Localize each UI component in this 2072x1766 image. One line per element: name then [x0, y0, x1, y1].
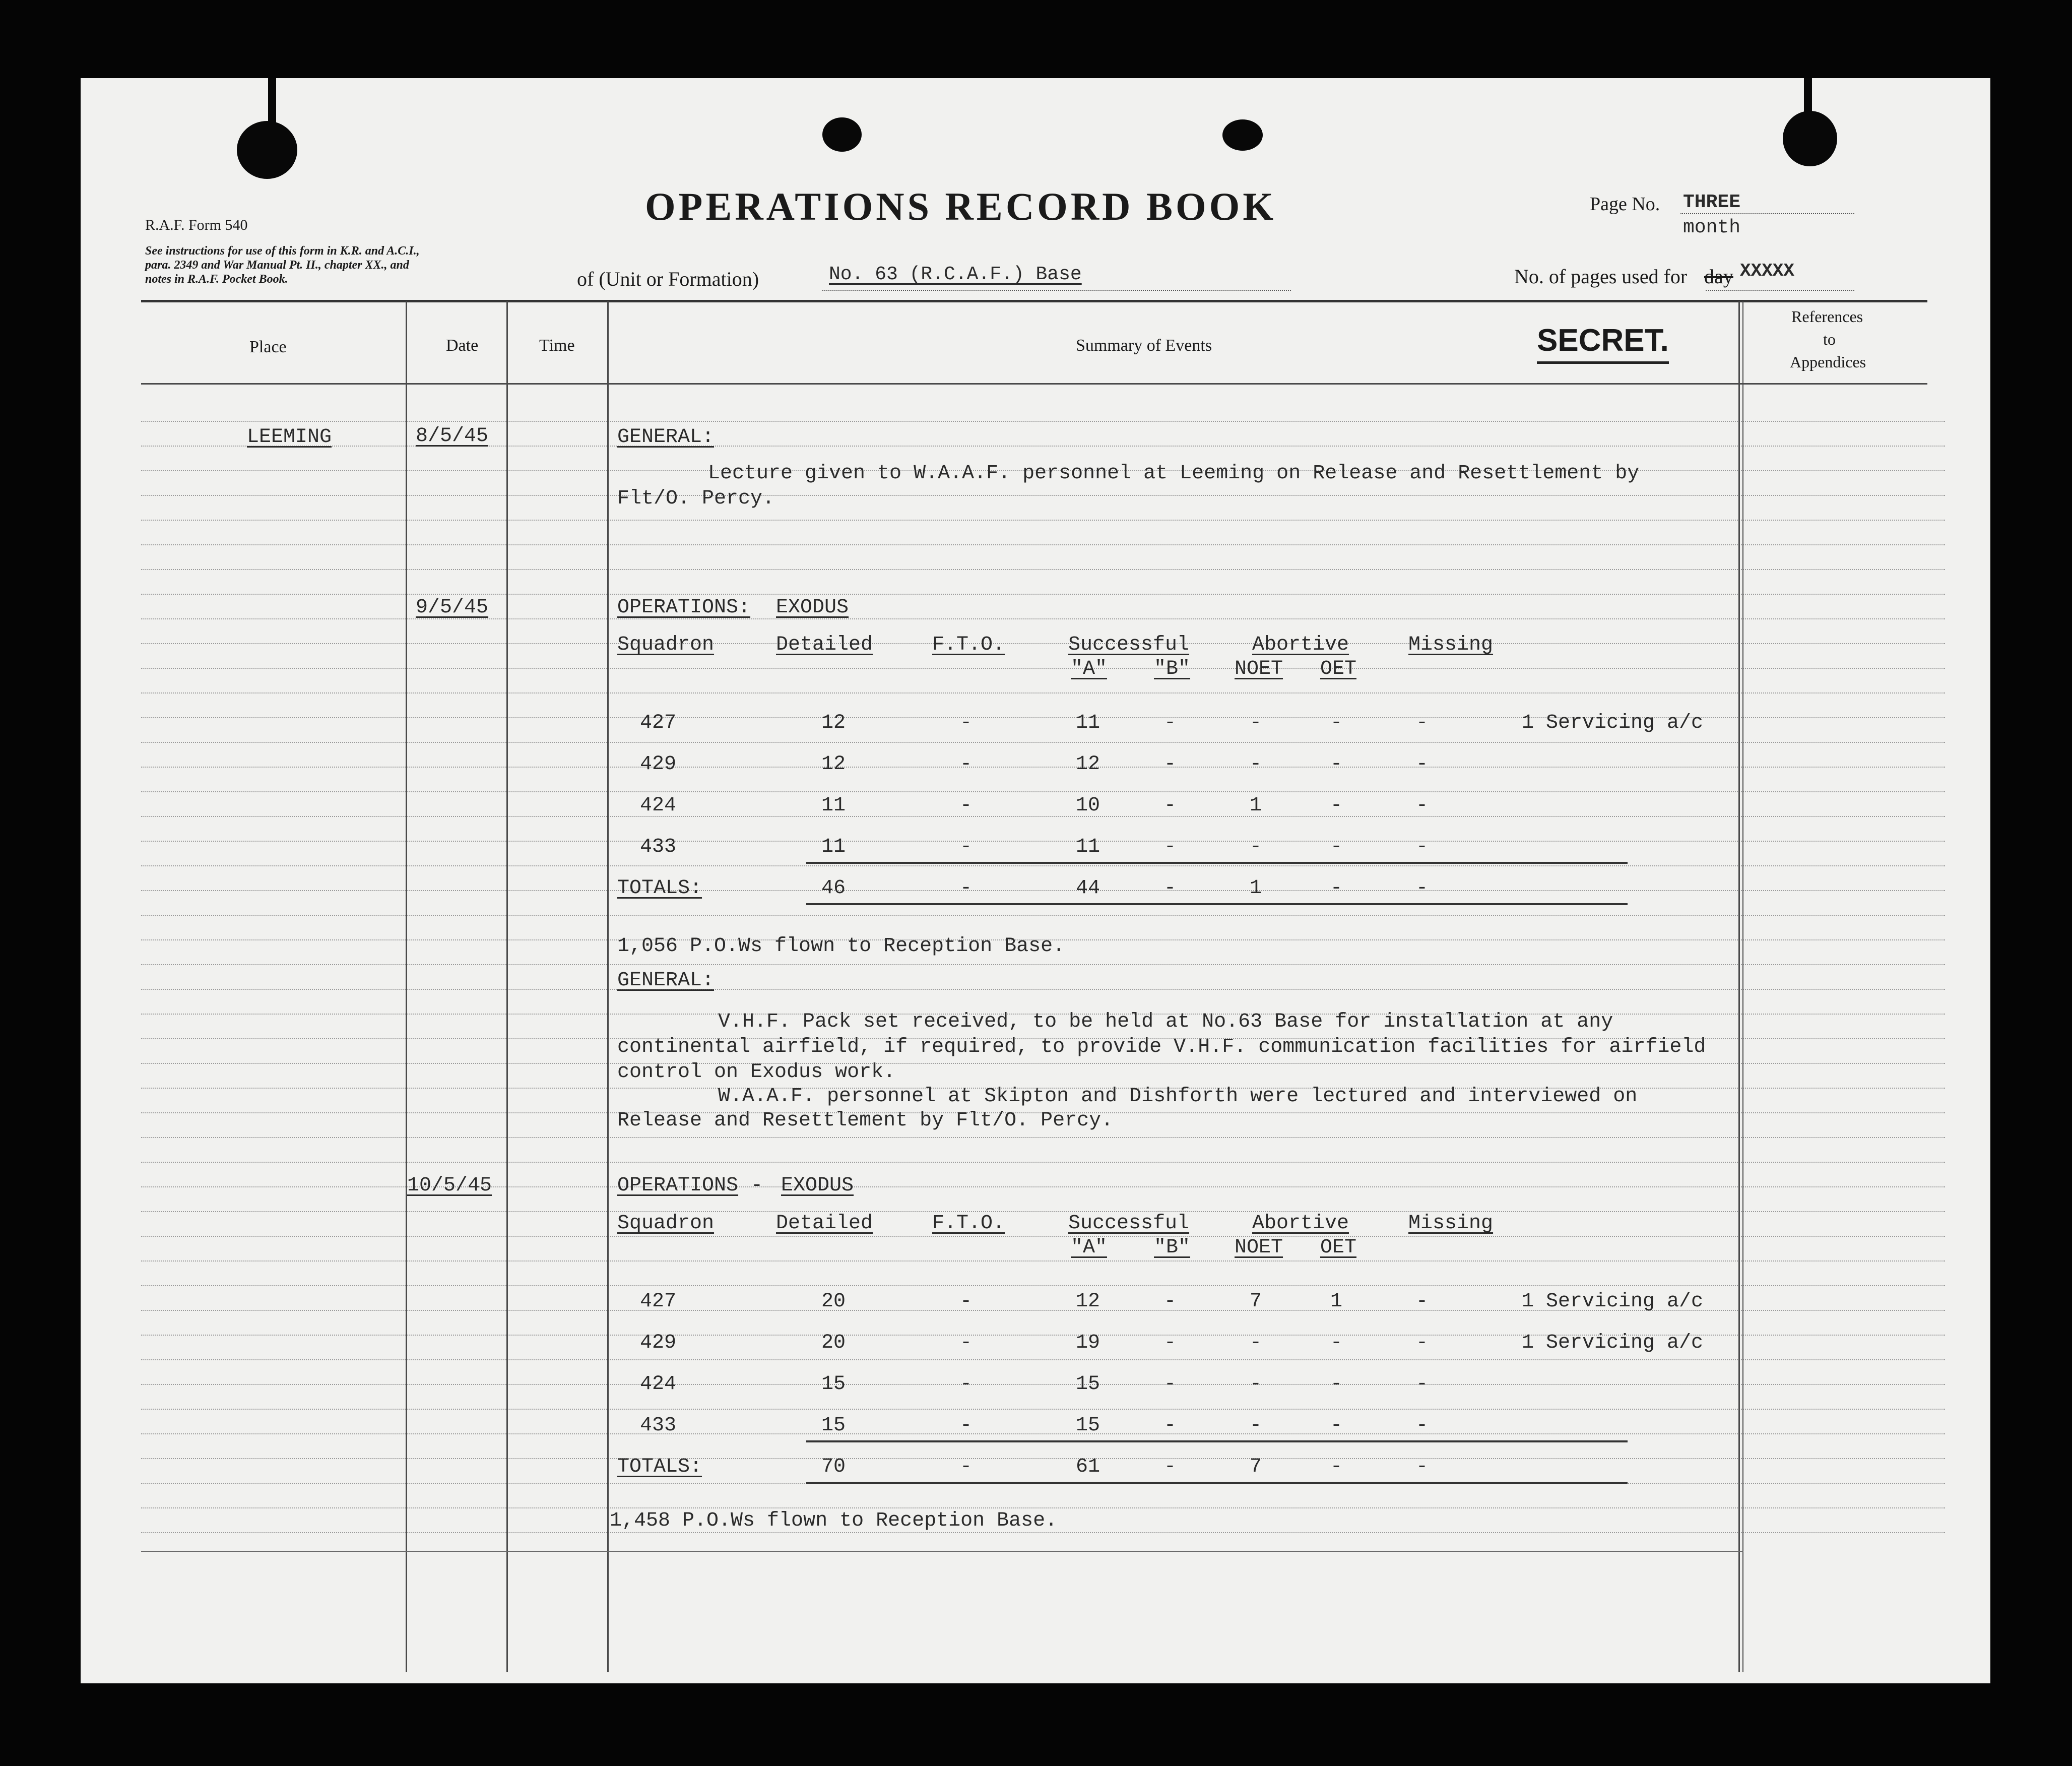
ruled-line	[141, 520, 1945, 521]
table-cell-successful-a: 11	[1076, 836, 1100, 858]
ruled-line	[141, 865, 1945, 866]
column-header-b: "B"	[1154, 658, 1191, 680]
table-cell-abortive-noet: -	[1250, 1414, 1262, 1437]
ruled-line	[141, 816, 1945, 817]
table-cell-missing: -	[1416, 794, 1429, 817]
totals-detailed: 46	[821, 877, 846, 900]
column-header-squadron: Squadron	[617, 634, 715, 656]
page-no-value: THREE	[1683, 192, 1741, 213]
table-cell-squadron: 424	[640, 1373, 677, 1396]
table-cell-squadron: 427	[640, 712, 677, 734]
table-cell-successful-b: -	[1164, 1414, 1177, 1437]
totals-detailed: 70	[821, 1456, 846, 1478]
pages-used-struck: day	[1704, 265, 1733, 288]
binder-slot-right	[1804, 78, 1812, 116]
table-cell-successful-a: 10	[1076, 794, 1100, 817]
form-number: R.A.F. Form 540	[145, 217, 248, 233]
ruled-line	[141, 841, 1945, 842]
totals-fto: -	[960, 877, 973, 900]
table-cell-abortive-oet: -	[1330, 712, 1343, 734]
ruled-line	[141, 495, 1945, 496]
table-cell-fto: -	[960, 1290, 973, 1313]
totals-label: TOTALS:	[617, 1456, 702, 1478]
ruled-line	[141, 1384, 1945, 1385]
totals-rule	[806, 862, 1628, 864]
table-cell-missing: -	[1416, 712, 1429, 734]
totals-successful-b: -	[1164, 877, 1177, 900]
ruled-line	[141, 1236, 1945, 1237]
ruled-line	[141, 1409, 1945, 1410]
totals-abortive-oet: -	[1330, 877, 1343, 900]
column-divider-time	[607, 301, 609, 1672]
column-header-oet: OET	[1320, 658, 1357, 680]
form-instructions-line-2: para. 2349 and War Manual Pt. II., chapter XX., and	[145, 259, 409, 272]
table-cell-abortive-oet: -	[1330, 1414, 1343, 1437]
punch-hole-2	[1222, 119, 1263, 151]
ruled-line	[141, 1507, 1945, 1508]
table-cell-fto: -	[960, 794, 973, 817]
table-cell-successful-a: 15	[1076, 1373, 1100, 1396]
ops-heading-2: OPERATIONS	[617, 1174, 739, 1197]
column-header-successful: Successful	[1068, 1212, 1190, 1235]
column-header-time: Time	[539, 336, 575, 355]
table-cell-abortive-noet: -	[1250, 836, 1262, 858]
column-header-oet: OET	[1320, 1236, 1357, 1259]
ops-heading-2-dash: -	[751, 1174, 763, 1197]
unit-label: of (Unit or Formation)	[577, 268, 759, 290]
column-divider-date	[506, 301, 508, 1672]
table-cell-detailed: 12	[821, 712, 846, 734]
table-cell-note: 1 Servicing a/c	[1522, 712, 1704, 734]
table-cell-successful-b: -	[1164, 1332, 1177, 1354]
table-cell-fto: -	[960, 836, 973, 858]
pages-used-label: No. of pages used for	[1514, 265, 1688, 288]
table-cell-note: 1 Servicing a/c	[1522, 1290, 1704, 1313]
form-sheet	[81, 78, 1990, 1683]
form-instructions-line-1: See instructions for use of this form in K.R. and A.C.I.,	[145, 244, 420, 258]
punch-hole-1	[822, 117, 862, 152]
column-header-fto: F.T.O.	[932, 634, 1005, 656]
column-header-squadron: Squadron	[617, 1212, 715, 1235]
general-2-line-1: V.H.F. Pack set received, to be held at No.63 Base for installation at any	[718, 1011, 1613, 1033]
column-divider-references	[1742, 301, 1743, 1672]
table-cell-abortive-oet: -	[1330, 836, 1343, 858]
place-leeming: LEEMING	[247, 426, 332, 449]
ruled-line	[141, 1458, 1945, 1459]
column-header-date: Date	[446, 336, 479, 355]
ruled-line	[141, 964, 1945, 965]
general-2-line-4: W.A.A.F. personnel at Skipton and Dishforth were lectured and interviewed on	[718, 1085, 1638, 1108]
table-cell-abortive-oet: -	[1330, 753, 1343, 776]
table-cell-successful-a: 19	[1076, 1332, 1100, 1354]
table-cell-successful-b: -	[1164, 794, 1177, 817]
column-divider-place	[406, 301, 407, 1672]
totals-missing: -	[1416, 1456, 1429, 1478]
column-header-appendices: Appendices	[1790, 353, 1866, 371]
ruled-line	[141, 643, 1945, 644]
totals-bottom-rule	[806, 903, 1628, 905]
general-1-line-2: Flt/O. Percy.	[617, 487, 775, 510]
binder-hole-right	[1783, 111, 1837, 166]
general-heading-1: GENERAL:	[617, 426, 715, 449]
table-cell-abortive-noet: -	[1250, 753, 1262, 776]
column-header-missing: Missing	[1408, 634, 1494, 656]
table-cell-abortive-noet: 7	[1250, 1290, 1262, 1313]
date-8-5-45: 8/5/45	[416, 425, 489, 448]
ruled-line	[141, 1211, 1945, 1212]
table-cell-abortive-oet: -	[1330, 1373, 1343, 1396]
table-cell-squadron: 424	[640, 794, 677, 817]
table-cell-missing: -	[1416, 1373, 1429, 1396]
totals-abortive-oet: -	[1330, 1456, 1343, 1478]
month-label: month	[1683, 217, 1741, 238]
column-header-noet: NOET	[1235, 658, 1283, 680]
general-2-line-3: control on Exodus work.	[617, 1061, 896, 1084]
table-cell-squadron: 433	[640, 1414, 677, 1437]
column-header-a: "A"	[1071, 658, 1108, 680]
table-cell-fto: -	[960, 1373, 973, 1396]
table-cell-detailed: 15	[821, 1373, 846, 1396]
ruled-line	[141, 890, 1945, 891]
column-header-successful: Successful	[1068, 634, 1190, 656]
totals-successful-b: -	[1164, 1456, 1177, 1478]
ruled-line	[141, 446, 1945, 447]
totals-abortive-noet: 7	[1250, 1456, 1262, 1478]
table-cell-squadron: 429	[640, 1332, 677, 1354]
totals-rule	[806, 1440, 1628, 1442]
column-header-place: Place	[249, 338, 287, 356]
table-cell-detailed: 15	[821, 1414, 846, 1437]
column-header-detailed: Detailed	[776, 1212, 873, 1235]
table-cell-detailed: 11	[821, 794, 846, 817]
ruled-line	[141, 421, 1945, 422]
table-cell-abortive-noet: 1	[1250, 794, 1262, 817]
column-header-a: "A"	[1071, 1236, 1108, 1259]
column-header-abortive: Abortive	[1252, 1212, 1349, 1235]
secret-stamp: SECRET.	[1537, 323, 1669, 364]
form-instructions-line-3: notes in R.A.F. Pocket Book.	[145, 273, 288, 286]
ruled-line	[141, 569, 1945, 570]
unit-value: No. 63 (R.C.A.F.) Base	[829, 264, 1082, 285]
table-cell-missing: -	[1416, 753, 1429, 776]
table-cell-detailed: 12	[821, 753, 846, 776]
page-no-label: Page No.	[1590, 194, 1660, 215]
ruled-line	[141, 1162, 1945, 1163]
general-1-line-1: Lecture given to W.A.A.F. personnel at Leeming on Release and Resettlement by	[708, 462, 1640, 485]
totals-bottom-rule	[806, 1482, 1628, 1484]
table-cell-abortive-oet: -	[1330, 1332, 1343, 1354]
table-cell-fto: -	[960, 753, 973, 776]
table-cell-abortive-oet: 1	[1330, 1290, 1343, 1313]
ruled-line	[141, 1063, 1945, 1064]
ruled-line	[141, 668, 1945, 669]
table-cell-successful-a: 12	[1076, 753, 1100, 776]
totals-successful-a: 61	[1076, 1456, 1100, 1478]
totals-successful-a: 44	[1076, 877, 1100, 900]
table-cell-successful-b: -	[1164, 1290, 1177, 1313]
table-cell-squadron: 429	[640, 753, 677, 776]
totals-fto: -	[960, 1456, 973, 1478]
ruled-line	[141, 767, 1945, 768]
ruled-line	[141, 1137, 1945, 1138]
ruled-line	[141, 791, 1945, 792]
column-header-summary: Summary of Events	[1076, 336, 1212, 355]
ruled-line	[141, 544, 1945, 545]
ruled-line	[141, 1260, 1945, 1262]
pows-flown-1: 1,056 P.O.Ws flown to Reception Base.	[617, 935, 1065, 958]
ruled-line	[141, 1285, 1945, 1286]
table-cell-abortive-noet: -	[1250, 1373, 1262, 1396]
table-cell-detailed: 20	[821, 1290, 846, 1313]
column-header-detailed: Detailed	[776, 634, 873, 656]
binder-hole-left	[237, 121, 297, 179]
ruled-line	[141, 742, 1945, 743]
table-cell-squadron: 427	[640, 1290, 677, 1313]
ruled-line	[141, 1433, 1945, 1434]
column-header-references: References	[1791, 307, 1863, 326]
totals-missing: -	[1416, 877, 1429, 900]
ruled-line	[141, 1532, 1945, 1533]
ops-name-2: EXODUS	[781, 1174, 854, 1197]
table-cell-successful-b: -	[1164, 753, 1177, 776]
table-cell-missing: -	[1416, 1332, 1429, 1354]
table-cell-abortive-noet: -	[1250, 712, 1262, 734]
date-10-5-45: 10/5/45	[407, 1174, 492, 1197]
table-cell-abortive-noet: -	[1250, 1332, 1262, 1354]
column-header-fto: F.T.O.	[932, 1212, 1005, 1235]
table-cell-fto: -	[960, 1414, 973, 1437]
table-cell-fto: -	[960, 712, 973, 734]
table-cell-note: 1 Servicing a/c	[1522, 1332, 1704, 1354]
general-2-line-5: Release and Resettlement by Flt/O. Percy.	[617, 1109, 1114, 1132]
page-title: OPERATIONS RECORD BOOK	[645, 184, 1277, 228]
column-divider-summary	[1738, 301, 1740, 1672]
ruled-line	[141, 692, 1945, 693]
pages-used-value: XXXXX	[1740, 261, 1795, 281]
pows-flown-2: 1,458 P.O.Ws flown to Reception Base.	[610, 1509, 1058, 1532]
ops-heading-1: OPERATIONS:	[617, 596, 751, 619]
general-2-line-2: continental airfield, if required, to provide V.H.F. communication facilities for airfield	[617, 1036, 1706, 1058]
table-cell-successful-b: -	[1164, 712, 1177, 734]
date-9-5-45: 9/5/45	[416, 596, 489, 619]
table-cell-abortive-oet: -	[1330, 794, 1343, 817]
table-cell-missing: -	[1416, 1290, 1429, 1313]
ruled-line	[141, 618, 1945, 619]
ruled-line	[141, 915, 1945, 916]
binder-slot-left	[268, 78, 276, 126]
ruled-line	[141, 989, 1945, 990]
table-cell-missing: -	[1416, 836, 1429, 858]
column-header-noet: NOET	[1235, 1236, 1283, 1259]
table-cell-successful-a: 15	[1076, 1414, 1100, 1437]
column-header-references-to: to	[1823, 330, 1836, 348]
totals-label: TOTALS:	[617, 877, 702, 900]
general-heading-2: GENERAL:	[617, 969, 715, 992]
table-cell-successful-a: 12	[1076, 1290, 1100, 1313]
table-cell-missing: -	[1416, 1414, 1429, 1437]
table-cell-successful-b: -	[1164, 836, 1177, 858]
table-cell-detailed: 20	[821, 1332, 846, 1354]
table-cell-detailed: 11	[821, 836, 846, 858]
table-cell-successful-b: -	[1164, 1373, 1177, 1396]
ops-name-1: EXODUS	[776, 596, 849, 619]
ruled-line	[141, 594, 1945, 595]
table-cell-successful-a: 11	[1076, 712, 1100, 734]
column-header-b: "B"	[1154, 1236, 1191, 1259]
column-header-abortive: Abortive	[1252, 634, 1349, 656]
totals-abortive-noet: 1	[1250, 877, 1262, 900]
table-cell-fto: -	[960, 1332, 973, 1354]
ruled-line	[141, 1359, 1945, 1360]
column-header-missing: Missing	[1408, 1212, 1494, 1235]
table-cell-squadron: 433	[640, 836, 677, 858]
